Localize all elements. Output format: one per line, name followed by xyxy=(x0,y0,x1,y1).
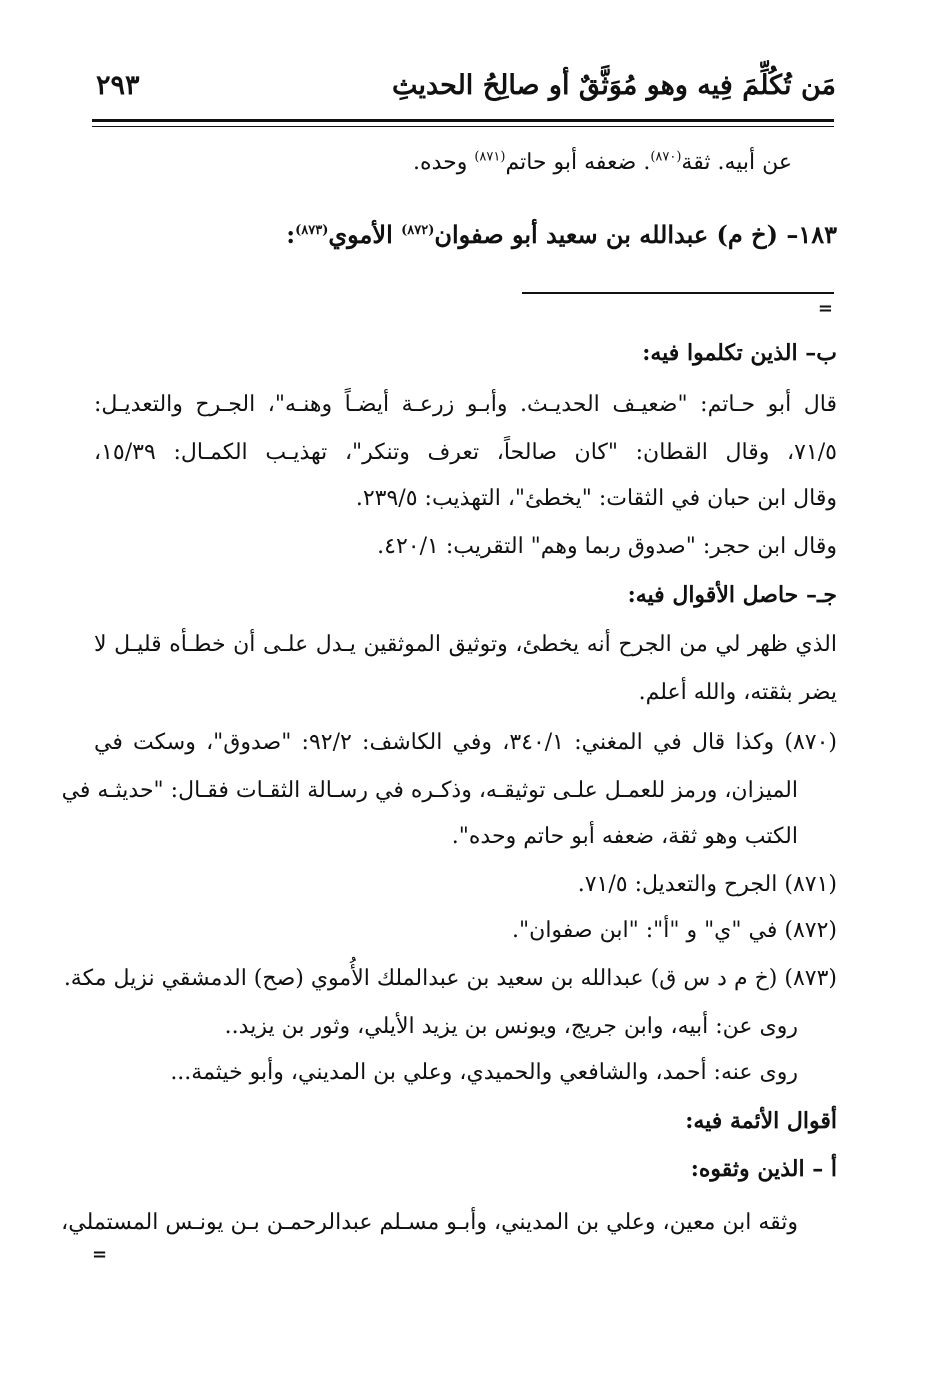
footnote-872: (٨٧٢) في "ي" و "أ": "ابن صفوان". xyxy=(512,918,837,943)
footnote-873-rawa-an: روى عن: أبيه، وابن جريج، ويونس بن يزيد الأيلي، وثور بن يزيد.. xyxy=(224,1014,798,1039)
continuation-line xyxy=(413,150,792,175)
footnote-871: (٨٧١) الجرح والتعديل: ٧١/٥. xyxy=(577,872,837,897)
continuation-mark-bottom: = xyxy=(92,1244,108,1265)
separator-rule xyxy=(522,292,834,294)
footnote-870-line: (٨٧٠) وكذا قال في المغني: ٣٤٠/١، وفي الكاشف: ٩٢/٢: "صدوق"، وسكت في xyxy=(94,730,837,755)
section-b-line: قال أبو حـاتم: "ضعيـف الحديـث. وأبـو زرعـة أيضـاً وهنـه"، الجـرح والتعديـل: xyxy=(94,392,837,417)
section-b-line: وقال ابن حجر: "صدوق ربما وهم" التقريب: ٤٢٠/١. xyxy=(377,534,837,559)
section-c-line: يضر بثقته، والله أعلم. xyxy=(638,680,837,705)
footnote-873-rawa-anhu: روى عنه: أحمد، والشافعي والحميدي، وعلي بن المديني، وأبو خيثمة... xyxy=(170,1060,798,1085)
header-rule-thin xyxy=(92,126,834,127)
footnote-870-line: الكتب وهو ثقة، ضعفه أبو حاتم وحده". xyxy=(451,824,798,849)
text-fragment: . ضعفه أبو حاتم xyxy=(505,150,651,175)
page-number: ٢٩٣ xyxy=(96,70,140,101)
entry-heading xyxy=(286,220,837,249)
text-fragment: وحده. xyxy=(413,150,475,175)
entry-name: عبدالله بن سعيد أبو صفوان xyxy=(434,220,709,249)
footnote-ref-873: (٨٧٣) xyxy=(295,223,329,238)
entry-nisba: الأموي xyxy=(328,220,402,249)
footnote-ref-872: (٨٧٢) xyxy=(401,223,435,238)
footnote-870-line: الميزان، ورمز للعمـل علـى توثيقـه، وذكـره في رسـالة الثقـات فقـال: "حديثـه في xyxy=(61,778,798,803)
section-b-heading: ب– الذين تكلموا فيه: xyxy=(642,340,837,366)
entry-number: ١٨٣– xyxy=(786,220,837,249)
entry-colon: : xyxy=(286,220,296,249)
section-b-line: وقال ابن حبان في الثقات: "يخطئ"، التهذيب: ٢٣٩/٥. xyxy=(355,486,837,511)
header-rule-thick xyxy=(92,119,834,122)
entry-symbols: (خ م) xyxy=(708,220,787,249)
text-fragment: عن أبيه. ثقة xyxy=(681,150,792,175)
continuation-mark-top: = xyxy=(817,298,833,319)
footnote-873-last-line: وثقه ابن معين، وعلي بن المديني، وأبـو مسـلم عبدالرحمـن بـن يونـس المستملي، xyxy=(61,1210,798,1235)
footnote-ref-870: (٨٧٠) xyxy=(650,149,682,165)
footnote-873-aqwal-heading: أقوال الأئمة فيه: xyxy=(685,1108,837,1134)
section-b-line: ٧١/٥، وقال القطان: "كان صالحاً، تعرف وتنكر"، تهذيـب الكمـال: ١٥/٣٩، xyxy=(94,440,837,465)
section-c-line: الذي ظهر لي من الجرح أنه يخطئ، وتوثيق الموثقين يـدل علـى أن خطـأه قليـل لا xyxy=(94,632,837,657)
section-c-heading: جـ– حاصل الأقوال فيه: xyxy=(627,582,837,608)
footnote-873-line: (٨٧٣) (خ م د س ق) عبدالله بن سعيد بن عبدالملك الأُموي (صح) الدمشقي نزيل مكة. xyxy=(63,966,837,991)
running-title: مَن تُكُلِّمَ فِيه وهو مُوَثَّقٌ أو صالِحُ الحديثِ xyxy=(391,70,836,101)
footnote-873-a-heading: أ – الذين وثقوه: xyxy=(690,1156,837,1182)
footnote-ref-871: (٨٧١) xyxy=(474,149,506,165)
